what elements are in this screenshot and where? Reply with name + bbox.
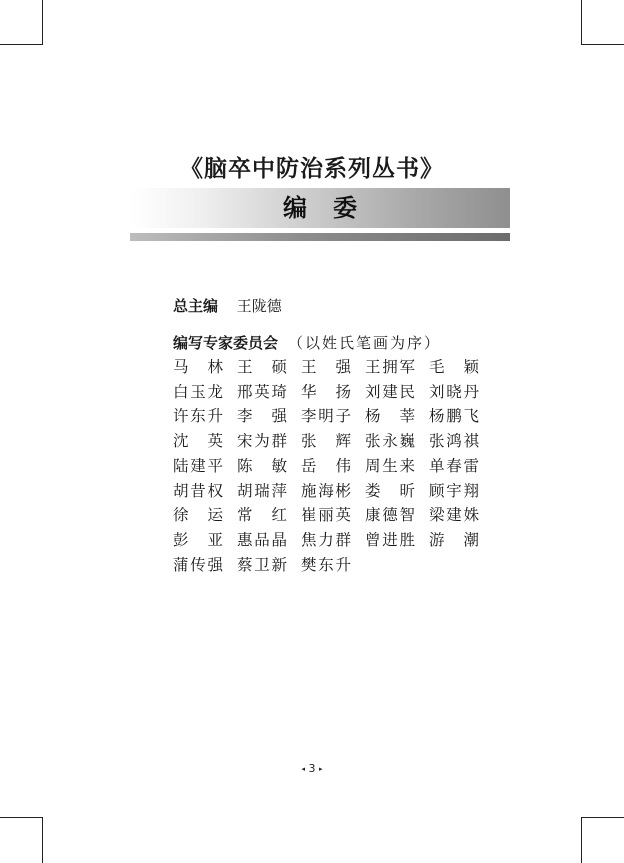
chief-editor-name: 王陇德 xyxy=(236,297,282,315)
committee-heading xyxy=(173,332,441,353)
committee-member: 胡 瑞 萍 xyxy=(237,481,287,500)
committee-member: 娄 昕 xyxy=(365,481,415,500)
crop-mark-bottom-right-h xyxy=(581,817,624,818)
section-banner xyxy=(130,188,510,228)
committee-member: 张 鸿 祺 xyxy=(429,432,479,451)
committee-member: 惠 品 晶 xyxy=(237,530,287,549)
crop-mark-top-right-h xyxy=(581,44,624,45)
committee-member: 宋 为 群 xyxy=(237,432,287,451)
committee-member: 梁 建 姝 xyxy=(429,506,479,525)
right-triangle-icon: ▸ xyxy=(319,765,323,773)
committee-member: 刘 建 民 xyxy=(365,382,415,401)
committee-member: 张 永 巍 xyxy=(365,432,415,451)
committee-member: 崔 丽 英 xyxy=(301,506,351,525)
committee-member: 陆 建 平 xyxy=(173,456,223,475)
committee-member: 胡 昔 权 xyxy=(173,481,223,500)
committee-member: 王 强 xyxy=(301,358,351,376)
crop-mark-bottom-left-v xyxy=(42,817,43,863)
crop-mark-top-right-v xyxy=(581,0,582,44)
committee-member: 沈 英 xyxy=(173,432,223,451)
series-title: 《脑卒中防治系列丛书》 xyxy=(180,156,444,182)
banner-underline xyxy=(130,233,510,241)
committee-member: 施 海 彬 xyxy=(301,481,351,500)
committee-member: 邢 英 琦 xyxy=(237,382,287,401)
committee-member: 康 德 智 xyxy=(365,506,415,525)
committee-member: 顾 宇 翔 xyxy=(429,481,479,500)
committee-member: 李 强 xyxy=(237,407,287,426)
committee-member: 周 生 来 xyxy=(365,456,415,475)
committee-ordering-note: （以姓氏笔画为序） xyxy=(288,334,442,352)
crop-mark-bottom-right-v xyxy=(581,817,582,863)
committee-member: 李 明 子 xyxy=(301,407,351,426)
committee-member: 焦 力 群 xyxy=(301,530,351,549)
committee-member: 王 拥 军 xyxy=(365,358,415,376)
committee-member: 白 玉 龙 xyxy=(173,382,223,401)
committee-label: 编写专家委员会 xyxy=(173,334,279,352)
banner-title: 编委 xyxy=(283,194,383,222)
committee-member: 王 硕 xyxy=(237,358,287,376)
committee-member: 刘 晓 丹 xyxy=(429,382,479,401)
committee-member: 樊 东 升 xyxy=(301,555,351,574)
page-number xyxy=(0,762,624,775)
chief-editor-line xyxy=(173,295,282,316)
page-number-value: 3 xyxy=(308,762,316,775)
committee-member: 蒲 传 强 xyxy=(173,555,223,574)
committee-member: 彭 亚 xyxy=(173,530,223,549)
crop-mark-top-left-v xyxy=(42,0,43,44)
committee-member: 游 潮 xyxy=(429,530,479,549)
committee-member: 单 春 雷 xyxy=(429,456,479,475)
committee-member: 徐 运 xyxy=(173,506,223,525)
committee-member: 杨 鹏 飞 xyxy=(429,407,479,426)
committee-member: 华 扬 xyxy=(301,382,351,401)
committee-member: 曾 进 胜 xyxy=(365,530,415,549)
committee-member: 毛 颖 xyxy=(429,358,479,376)
left-triangle-icon: ◂ xyxy=(301,765,305,773)
committee-member: 张 辉 xyxy=(301,432,351,451)
committee-member: 蔡 卫 新 xyxy=(237,555,287,574)
committee-member: 杨 莘 xyxy=(365,407,415,426)
committee-member: 陈 敏 xyxy=(237,456,287,475)
committee-member: 常 红 xyxy=(237,506,287,525)
chief-editor-label: 总主编 xyxy=(173,297,219,315)
committee-member: 马 林 xyxy=(173,358,223,376)
committee-member: 岳 伟 xyxy=(301,456,351,475)
crop-mark-top-left-h xyxy=(0,44,43,45)
crop-mark-bottom-left-h xyxy=(0,817,43,818)
committee-member: 许 东 升 xyxy=(173,407,223,426)
